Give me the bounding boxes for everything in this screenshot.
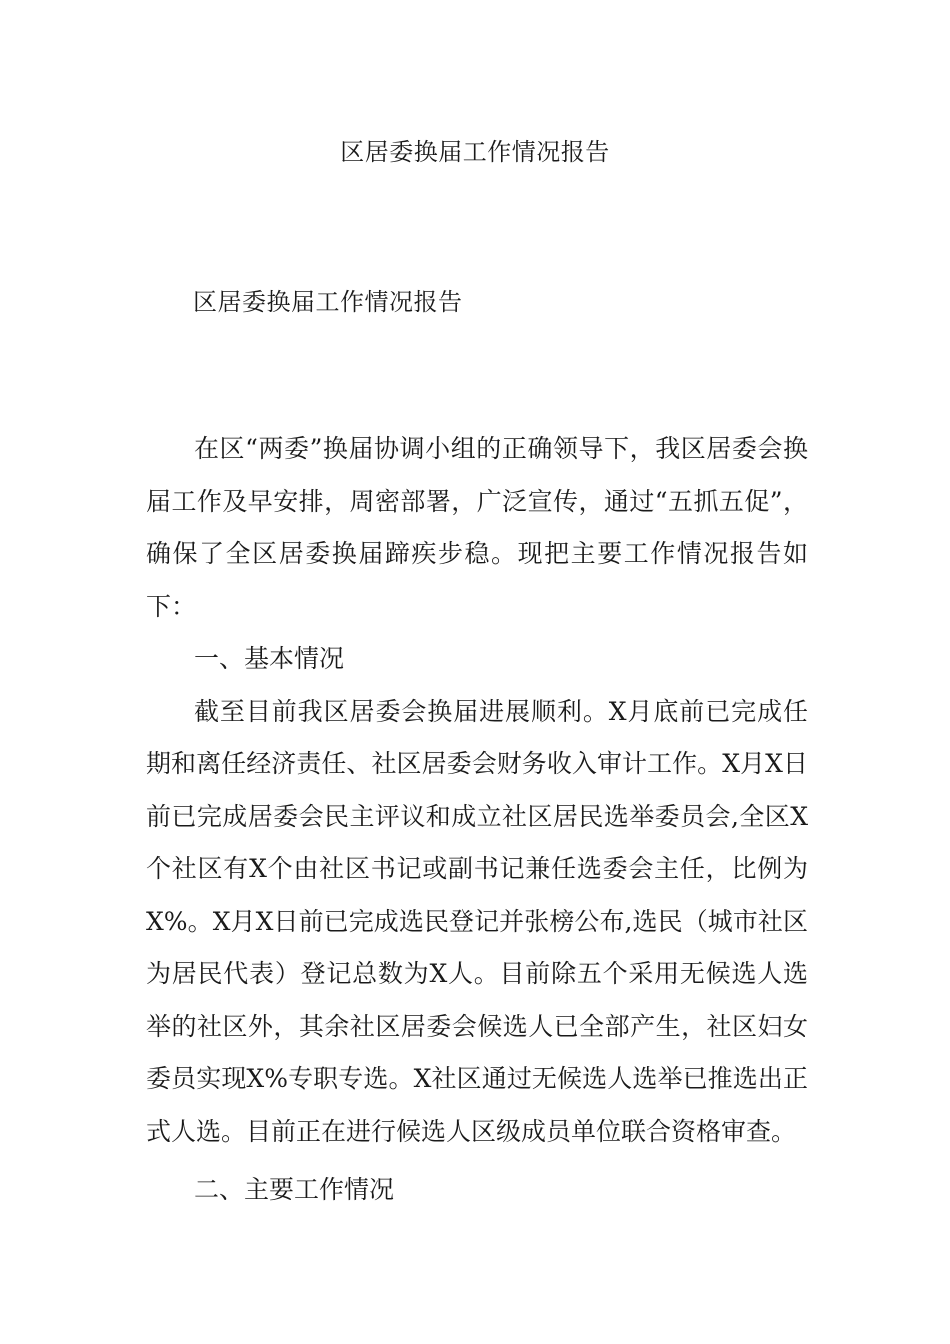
document-body (146, 423, 808, 1217)
document-title: 区居委换届工作情况报告 (340, 138, 610, 166)
document-subtitle: 区居委换届工作情况报告 (193, 288, 463, 316)
intro-paragraph: 在区“两委”换届协调小组的正确领导下，我区居委会换届工作及早安排，周密部署，广泛宣传，通过“五抓五促”，确保了全区居委换届蹄疾步稳。现把主要工作情况报告如下： (146, 434, 808, 621)
basic-situation-paragraph: 截至目前我区居委会换届进展顺利。X月底前已完成任期和离任经济责任、社区居委会财务收入审计工作。X月X日前已完成居委会民主评议和成立社区居民选举委员会,全区X个社区有X个由社区书记或副书记兼任选委会主任，比例为X%。X月X日前已完成选民登记并张榜公布,选民（城市社区为居民代表）登记总数为X人。目前除五个采用无候选人选举的社区外，其余社区居委会候选人已全部产生，社区妇女委员实现X%专职专选。X社区通过无候选人选举已推选出正式人选。目前正在进行候选人区级成员单位联合资格审查。 (146, 696, 808, 1146)
section-heading-basic-situation: 一、基本情况 (194, 644, 345, 673)
section-heading-main-work: 二、主要工作情况 (194, 1175, 395, 1204)
